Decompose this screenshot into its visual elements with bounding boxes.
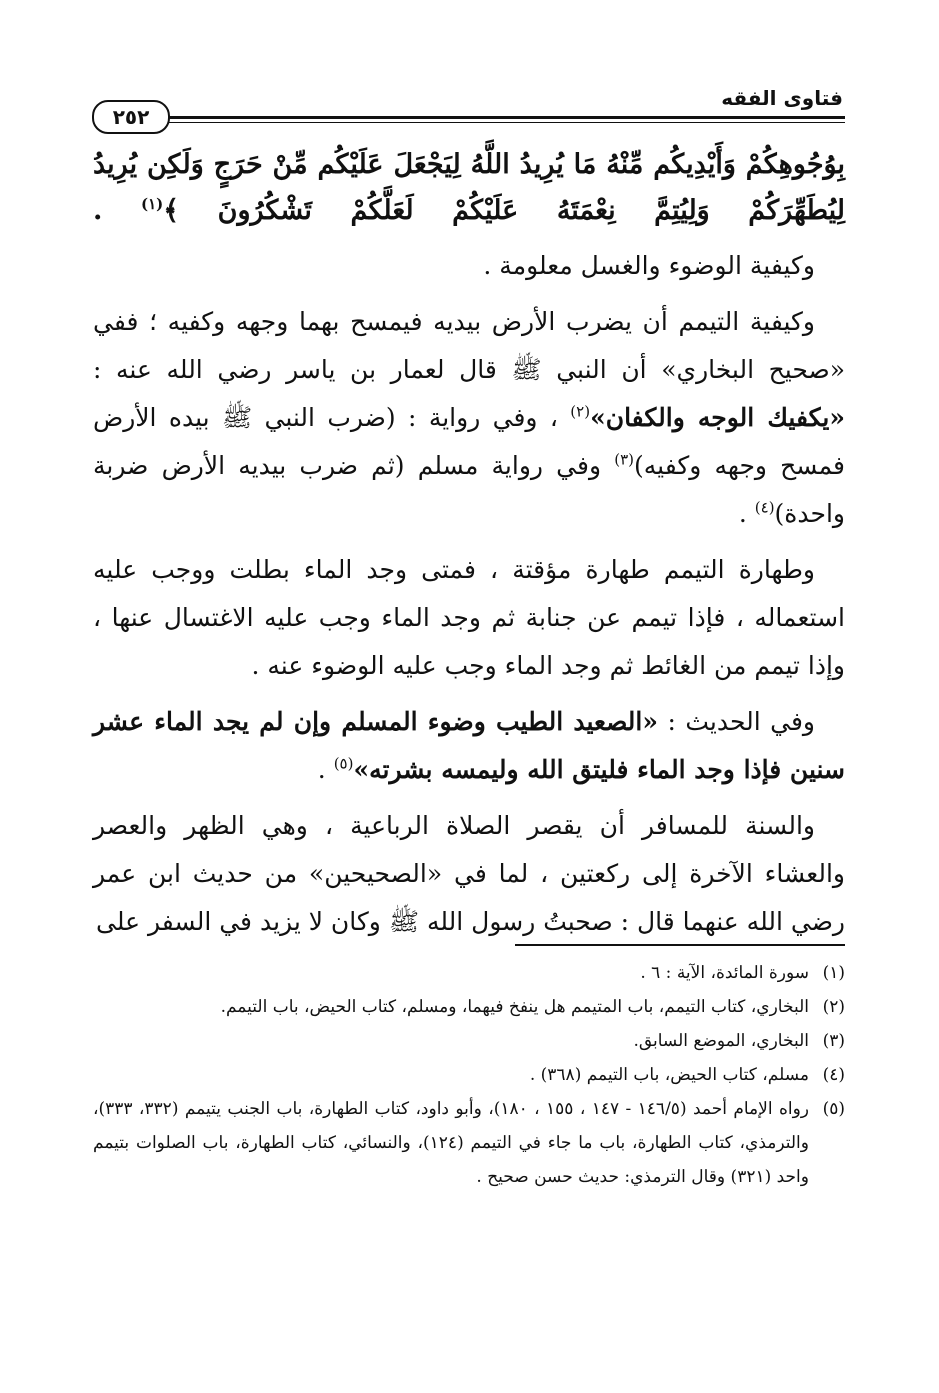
footnote-number: (٤) <box>822 1065 845 1085</box>
footnote-4 <box>93 1058 845 1092</box>
paragraph-travel-prayer: والسنة للمسافر أن يقصر الصلاة الرباعية ، وهي الظهر والعصر والعشاء الآخرة إلى ركعتين ، لما في «الصحيحين» من حديث ابن عمر رضي الله عنهما قال : صحبتُ رسول الله ﷺ وكان لا يزيد في السفر على <box>93 811 845 936</box>
paragraph-tayammum-text-3: وفي رواية مسلم (ثم ضرب بيديه الأرض ضربة واحدة) <box>93 451 845 528</box>
footnote-text: البخاري، كتاب التيمم، باب المتيمم هل ينفخ فيهما، ومسلم، كتاب الحيض، باب التيمم. <box>220 997 809 1017</box>
body-text <box>93 142 845 954</box>
footnote-rule <box>515 944 845 946</box>
hadith-quote-1: «يكفيك الوجه والكفان» <box>590 403 845 432</box>
footnote-number: (٣) <box>822 1031 845 1051</box>
running-title: فتاوى الفقه <box>721 86 843 110</box>
footnote-text: سورة المائدة، الآية : ٦ . <box>640 963 809 983</box>
footnote-3 <box>93 1024 845 1058</box>
paragraph-temporary-purity: وطهارة التيمم طهارة مؤقتة ، فمتى وجد الماء بطلت ووجب عليه استعماله ، فإذا تيمم عن جنابة ثم وجد الماء وجب عليه الاغتسال عنها ، وإذا تيمم من الغائط ثم وجد الماء وجب عليه الوضوء عنه . <box>93 555 845 680</box>
paragraph-hadith-intro: وفي الحديث : <box>657 707 815 736</box>
footnote-1 <box>93 956 845 990</box>
footnote-2 <box>93 990 845 1024</box>
footnote-5 <box>93 1092 845 1194</box>
page-number: ٢٥٢ <box>92 100 170 134</box>
footnote-ref-1: (١) <box>140 195 164 213</box>
header-rule <box>160 116 845 123</box>
paragraph-tayammum <box>93 298 845 538</box>
footnote-ref-2: (٢) <box>570 402 591 421</box>
footnote-text: مسلم، كتاب الحيض، باب التيمم (٣٦٨) . <box>529 1065 809 1085</box>
paragraph-tayammum-end: . <box>738 499 755 528</box>
footnote-number: (٢) <box>822 997 845 1017</box>
paragraph-tayammum-text: وكيفية التيمم أن يضرب الأرض بيديه فيمسح بهما وجهه وكفيه ؛ ففي «صحيح البخاري» أن النبي ﷺ قال لعمار بن ياسر رضي الله عنه : <box>93 307 845 384</box>
footnote-number: (١) <box>822 963 845 983</box>
verse-text: بِوُجُوهِكُمْ وَأَيْدِيكُم مِّنْهُ مَا يُرِيدُ اللَّهُ لِيَجْعَلَ عَلَيْكُم مِّنْ حَرَجٍ وَلَكِن يُرِيدُ لِيُطَهِّرَكُمْ وَلِيُتِمَّ نِعْمَتَهُ عَلَيْكُمْ لَعَلَّكُمْ تَشْكُرُونَ ﴾ <box>93 149 845 226</box>
paragraph-hadith-end: . <box>317 755 334 784</box>
footnote-ref-4: (٤) <box>754 498 775 517</box>
paragraph-tayammum-text-2: ، وفي رواية : (ضرب النبي ﷺ بيده الأرض فمسح وجهه وكفيه) <box>93 403 845 480</box>
footnote-number: (٥) <box>822 1099 846 1119</box>
footnotes <box>93 956 845 1194</box>
paragraph-hadith <box>93 698 845 794</box>
footnote-text: البخاري، الموضع السابق. <box>633 1031 809 1051</box>
footnote-ref-3: (٣) <box>614 450 634 469</box>
quran-verse: بِوُجُوهِكُمْ وَأَيْدِيكُم مِّنْهُ مَا يُرِيدُ اللَّهُ لِيَجْعَلَ عَلَيْكُم مِّنْ حَرَجٍ وَلَكِن يُرِيدُ لِيُطَهِّرَكُمْ وَلِيُتِمَّ نِعْمَتَهُ عَلَيْكُمْ لَعَلَّكُمْ تَشْكُرُونَ ﴾$^{(١)}$ . <box>93 149 845 226</box>
paragraph-wudu: وكيفية الوضوء والغسل معلومة . <box>483 251 815 280</box>
footnote-text: رواه الإمام أحمد (١٤٦/٥ - ١٤٧ ، ١٥٥ ، ١٨٠)، وأبو داود، كتاب الطهارة، باب الجنب يتيمم (٣٣٢، ٣٣٣)، والترمذي، كتاب الطهارة، باب ما جاء في التيمم (١٢٤)، والنسائي، كتاب الطهارة، باب الصلوات بتيمم واحد (٣٢١) وقال الترمذي: حديث حسن صحيح . <box>93 1099 810 1187</box>
footnote-ref-5: (٥) <box>333 754 354 773</box>
hadith-quote-2: «الصعيد الطيب وضوء المسلم وإن لم يجد الماء عشر سنين فإذا وجد الماء فليتق الله وليمسه بشرته» <box>93 707 845 784</box>
